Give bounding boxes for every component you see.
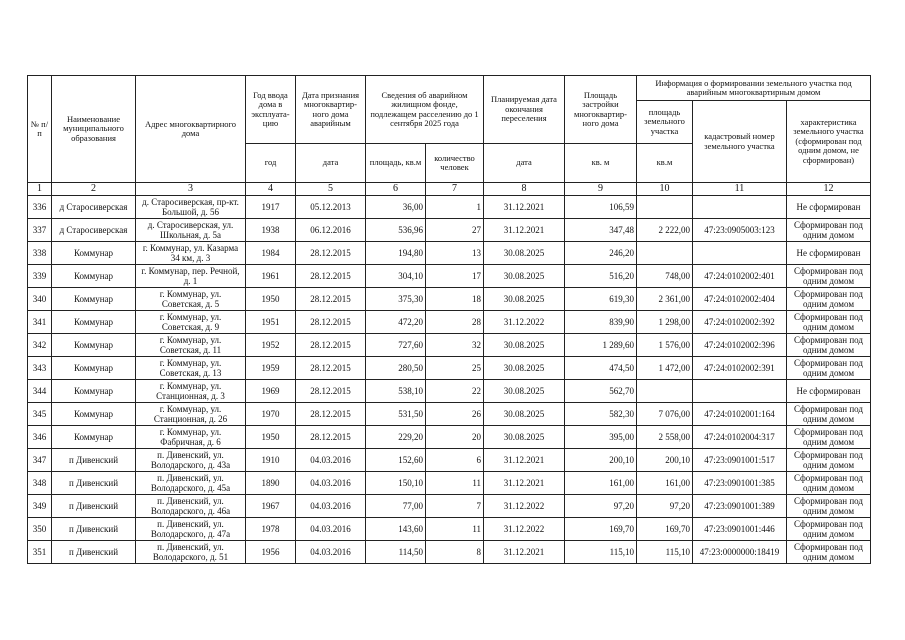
header-unit-date: дата (296, 144, 366, 183)
land-area-cell: 1 472,00 (637, 357, 693, 380)
table-row (28, 196, 871, 219)
address-cell: п. Дивенский, ул. Володарского, д. 43а (136, 449, 246, 472)
land-area-cell: 7 076,00 (637, 403, 693, 426)
land-status-cell: Сформирован под одним домом (787, 311, 871, 334)
municipality-cell: п Дивенский (52, 495, 136, 518)
building-area-cell: 516,20 (565, 265, 637, 288)
year-commissioned-cell: 1959 (246, 357, 296, 380)
column-number: 3 (136, 183, 246, 196)
table-row (28, 242, 871, 265)
table-row (28, 403, 871, 426)
year-commissioned-cell: 1950 (246, 288, 296, 311)
recognition-date-cell: 28.12.2015 (296, 357, 366, 380)
emergency-area-cell: 36,00 (366, 196, 426, 219)
year-commissioned-cell: 1910 (246, 449, 296, 472)
header-land-plot-info: Информация о формировании земельного участка под аварийным многоквартирным домом (637, 76, 871, 101)
residents-count-cell: 8 (426, 541, 484, 564)
municipality-cell: п Дивенский (52, 472, 136, 495)
building-area-cell: 169,70 (565, 518, 637, 541)
land-area-cell (637, 242, 693, 265)
column-number: 12 (787, 183, 871, 196)
planned-end-date-cell: 30.08.2025 (484, 357, 565, 380)
column-number: 10 (637, 183, 693, 196)
land-area-cell: 97,20 (637, 495, 693, 518)
land-area-cell: 161,00 (637, 472, 693, 495)
building-area-cell: 562,70 (565, 380, 637, 403)
table-row (28, 472, 871, 495)
table-body (28, 196, 871, 564)
land-area-cell: 1 576,00 (637, 334, 693, 357)
table-row (28, 288, 871, 311)
building-area-cell: 474,50 (565, 357, 637, 380)
emergency-area-cell: 304,10 (366, 265, 426, 288)
land-status-cell: Не сформирован (787, 242, 871, 265)
recognition-date-cell: 28.12.2015 (296, 288, 366, 311)
cadastral-number-cell (693, 380, 787, 403)
header-land-characteristic: характеристика земельного участка (сформирован под одним домом, не сформирован) (787, 101, 871, 183)
header-unit-building-kvm: кв. м (565, 144, 637, 183)
header-unit-land-kvm: кв.м (637, 144, 693, 183)
address-cell: д. Старосиверская, ул. Школьная, д. 5а (136, 219, 246, 242)
residents-count-cell: 17 (426, 265, 484, 288)
header-address: Адрес многоквартирного дома (136, 76, 246, 183)
municipality-cell: Коммунар (52, 265, 136, 288)
emergency-area-cell: 114,50 (366, 541, 426, 564)
land-status-cell: Сформирован под одним домом (787, 403, 871, 426)
residents-count-cell: 11 (426, 472, 484, 495)
address-cell: г. Коммунар, ул. Казарма 34 км, д. 3 (136, 242, 246, 265)
land-area-cell: 748,00 (637, 265, 693, 288)
municipality-cell: п Дивенский (52, 518, 136, 541)
recognition-date-cell: 04.03.2016 (296, 472, 366, 495)
address-cell: г. Коммунар, ул. Советская, д. 13 (136, 357, 246, 380)
table-row (28, 334, 871, 357)
planned-end-date-cell: 30.08.2025 (484, 403, 565, 426)
cadastral-number-cell: 47:24:0102002:392 (693, 311, 787, 334)
residents-count-cell: 22 (426, 380, 484, 403)
land-status-cell: Сформирован под одним домом (787, 334, 871, 357)
year-commissioned-cell: 1969 (246, 380, 296, 403)
address-cell: г. Коммунар, ул. Советская, д. 11 (136, 334, 246, 357)
header-unit-area: площадь, кв.м (366, 144, 426, 183)
land-status-cell: Сформирован под одним домом (787, 518, 871, 541)
column-number: 8 (484, 183, 565, 196)
cadastral-number-cell: 47:23:0905003:123 (693, 219, 787, 242)
cadastral-number-cell (693, 196, 787, 219)
municipality-cell: Коммунар (52, 242, 136, 265)
row-number-cell: 339 (28, 265, 52, 288)
municipality-cell: Коммунар (52, 288, 136, 311)
residents-count-cell: 26 (426, 403, 484, 426)
planned-end-date-cell: 30.08.2025 (484, 288, 565, 311)
year-commissioned-cell: 1950 (246, 426, 296, 449)
residents-count-cell: 13 (426, 242, 484, 265)
address-cell: п. Дивенский, ул. Володарского, д. 45а (136, 472, 246, 495)
building-area-cell: 115,10 (565, 541, 637, 564)
building-area-cell: 619,30 (565, 288, 637, 311)
residents-count-cell: 1 (426, 196, 484, 219)
land-status-cell: Сформирован под одним домом (787, 449, 871, 472)
planned-end-date-cell: 31.12.2021 (484, 219, 565, 242)
building-area-cell: 1 289,60 (565, 334, 637, 357)
address-cell: г. Коммунар, ул. Советская, д. 5 (136, 288, 246, 311)
column-number: 11 (693, 183, 787, 196)
emergency-area-cell: 152,60 (366, 449, 426, 472)
cadastral-number-cell: 47:24:0102002:401 (693, 265, 787, 288)
recognition-date-cell: 04.03.2016 (296, 495, 366, 518)
recognition-date-cell: 28.12.2015 (296, 311, 366, 334)
column-number: 2 (52, 183, 136, 196)
address-cell: п. Дивенский, ул. Володарского, д. 47а (136, 518, 246, 541)
header-recognition-date: Дата признания многоквартир-ного дома аварийным (296, 76, 366, 144)
residents-count-cell: 7 (426, 495, 484, 518)
cadastral-number-cell: 47:23:0901001:389 (693, 495, 787, 518)
planned-end-date-cell: 31.12.2021 (484, 541, 565, 564)
housing-table-sheet (27, 75, 871, 564)
municipality-cell: Коммунар (52, 380, 136, 403)
residents-count-cell: 11 (426, 518, 484, 541)
planned-end-date-cell: 30.08.2025 (484, 242, 565, 265)
recognition-date-cell: 04.03.2016 (296, 449, 366, 472)
land-status-cell: Сформирован под одним домом (787, 495, 871, 518)
land-status-cell: Сформирован под одним домом (787, 265, 871, 288)
land-area-cell: 2 361,00 (637, 288, 693, 311)
year-commissioned-cell: 1890 (246, 472, 296, 495)
planned-end-date-cell: 31.12.2021 (484, 472, 565, 495)
row-number-cell: 343 (28, 357, 52, 380)
year-commissioned-cell: 1984 (246, 242, 296, 265)
land-area-cell: 169,70 (637, 518, 693, 541)
recognition-date-cell: 28.12.2015 (296, 426, 366, 449)
cadastral-number-cell: 47:23:0901001:385 (693, 472, 787, 495)
land-area-cell (637, 196, 693, 219)
municipality-cell: п Дивенский (52, 449, 136, 472)
row-number-cell: 340 (28, 288, 52, 311)
land-area-cell (637, 380, 693, 403)
year-commissioned-cell: 1956 (246, 541, 296, 564)
table-row (28, 219, 871, 242)
emergency-area-cell: 194,80 (366, 242, 426, 265)
header-municipality: Наименование муниципального образования (52, 76, 136, 183)
land-area-cell: 2 222,00 (637, 219, 693, 242)
cadastral-number-cell: 47:23:0000000:18419 (693, 541, 787, 564)
planned-end-date-cell: 30.08.2025 (484, 426, 565, 449)
building-area-cell: 106,59 (565, 196, 637, 219)
municipality-cell: Коммунар (52, 357, 136, 380)
emergency-area-cell: 531,50 (366, 403, 426, 426)
year-commissioned-cell: 1952 (246, 334, 296, 357)
building-area-cell: 97,20 (565, 495, 637, 518)
column-number: 1 (28, 183, 52, 196)
planned-end-date-cell: 31.12.2022 (484, 311, 565, 334)
address-cell: г. Коммунар, ул. Станционная, д. 26 (136, 403, 246, 426)
year-commissioned-cell: 1970 (246, 403, 296, 426)
emergency-area-cell: 150,10 (366, 472, 426, 495)
column-number: 6 (366, 183, 426, 196)
row-number-cell: 348 (28, 472, 52, 495)
row-number-cell: 336 (28, 196, 52, 219)
address-cell: г. Коммунар, ул. Фабричная, д. 6 (136, 426, 246, 449)
residents-count-cell: 32 (426, 334, 484, 357)
row-number-cell: 338 (28, 242, 52, 265)
row-number-cell: 342 (28, 334, 52, 357)
column-number: 4 (246, 183, 296, 196)
building-area-cell: 161,00 (565, 472, 637, 495)
emergency-area-cell: 472,20 (366, 311, 426, 334)
address-cell: г. Коммунар, ул. Советская, д. 9 (136, 311, 246, 334)
year-commissioned-cell: 1951 (246, 311, 296, 334)
recognition-date-cell: 05.12.2013 (296, 196, 366, 219)
land-area-cell: 115,10 (637, 541, 693, 564)
land-status-cell: Сформирован под одним домом (787, 472, 871, 495)
emergency-area-cell: 229,20 (366, 426, 426, 449)
cadastral-number-cell: 47:24:0102004:317 (693, 426, 787, 449)
header-year-commissioned: Год ввода дома в эксплуата-цию (246, 76, 296, 144)
cadastral-number-cell: 47:24:0102001:164 (693, 403, 787, 426)
land-status-cell: Сформирован под одним домом (787, 357, 871, 380)
row-number-cell: 346 (28, 426, 52, 449)
land-area-cell: 1 298,00 (637, 311, 693, 334)
year-commissioned-cell: 1961 (246, 265, 296, 288)
table-row (28, 518, 871, 541)
recognition-date-cell: 28.12.2015 (296, 380, 366, 403)
residents-count-cell: 27 (426, 219, 484, 242)
recognition-date-cell: 28.12.2015 (296, 334, 366, 357)
column-number-row (28, 183, 871, 196)
cadastral-number-cell: 47:23:0901001:517 (693, 449, 787, 472)
recognition-date-cell: 28.12.2015 (296, 403, 366, 426)
residents-count-cell: 6 (426, 449, 484, 472)
planned-end-date-cell: 31.12.2021 (484, 449, 565, 472)
header-land-area: площадь земельного участка (637, 101, 693, 144)
emergency-area-cell: 143,60 (366, 518, 426, 541)
table-row (28, 357, 871, 380)
planned-end-date-cell: 31.12.2021 (484, 196, 565, 219)
row-number-cell: 341 (28, 311, 52, 334)
planned-end-date-cell: 30.08.2025 (484, 380, 565, 403)
row-number-cell: 349 (28, 495, 52, 518)
address-cell: г. Коммунар, пер. Речной, д. 1 (136, 265, 246, 288)
row-number-cell: 347 (28, 449, 52, 472)
table-row (28, 265, 871, 288)
emergency-housing-table (27, 75, 871, 564)
land-status-cell: Сформирован под одним домом (787, 541, 871, 564)
emergency-area-cell: 538,10 (366, 380, 426, 403)
header-num: № п/п (28, 76, 52, 183)
building-area-cell: 395,00 (565, 426, 637, 449)
address-cell: п. Дивенский, ул. Володарского, д. 46а (136, 495, 246, 518)
residents-count-cell: 28 (426, 311, 484, 334)
emergency-area-cell: 727,60 (366, 334, 426, 357)
address-cell: п. Дивенский, ул. Володарского, д. 51 (136, 541, 246, 564)
emergency-area-cell: 77,00 (366, 495, 426, 518)
cadastral-number-cell: 47:24:0102002:404 (693, 288, 787, 311)
municipality-cell: п Дивенский (52, 541, 136, 564)
residents-count-cell: 20 (426, 426, 484, 449)
header-cadastral: кадастровый номер земельного участка (693, 101, 787, 183)
table-row (28, 426, 871, 449)
row-number-cell: 337 (28, 219, 52, 242)
table-row (28, 449, 871, 472)
building-area-cell: 200,10 (565, 449, 637, 472)
row-number-cell: 350 (28, 518, 52, 541)
cadastral-number-cell: 47:24:0102002:391 (693, 357, 787, 380)
planned-end-date-cell: 30.08.2025 (484, 265, 565, 288)
municipality-cell: Коммунар (52, 403, 136, 426)
planned-end-date-cell: 30.08.2025 (484, 334, 565, 357)
address-cell: г. Коммунар, ул. Станционная, д. 3 (136, 380, 246, 403)
municipality-cell: д Старосиверская (52, 196, 136, 219)
recognition-date-cell: 06.12.2016 (296, 219, 366, 242)
address-cell: д. Старосиверская, пр-кт. Большой, д. 56 (136, 196, 246, 219)
header-planned-end: Планируемая дата окончания переселения (484, 76, 565, 144)
municipality-cell: Коммунар (52, 311, 136, 334)
year-commissioned-cell: 1978 (246, 518, 296, 541)
cadastral-number-cell: 47:24:0102002:396 (693, 334, 787, 357)
header-unit-year: год (246, 144, 296, 183)
column-number: 5 (296, 183, 366, 196)
cadastral-number-cell (693, 242, 787, 265)
table-row (28, 495, 871, 518)
land-status-cell: Сформирован под одним домом (787, 219, 871, 242)
column-number: 7 (426, 183, 484, 196)
municipality-cell: Коммунар (52, 334, 136, 357)
land-status-cell: Сформирован под одним домом (787, 426, 871, 449)
land-status-cell: Не сформирован (787, 196, 871, 219)
header-unit-plan-date: дата (484, 144, 565, 183)
header-emergency-fund: Сведения об аварийном жилищном фонде, подлежащем расселению до 1 сентября 2025 года (366, 76, 484, 144)
emergency-area-cell: 536,96 (366, 219, 426, 242)
municipality-cell: д Старосиверская (52, 219, 136, 242)
cadastral-number-cell: 47:23:0901001:446 (693, 518, 787, 541)
row-number-cell: 351 (28, 541, 52, 564)
recognition-date-cell: 28.12.2015 (296, 265, 366, 288)
residents-count-cell: 18 (426, 288, 484, 311)
emergency-area-cell: 375,30 (366, 288, 426, 311)
planned-end-date-cell: 31.12.2022 (484, 495, 565, 518)
emergency-area-cell: 280,50 (366, 357, 426, 380)
recognition-date-cell: 04.03.2016 (296, 541, 366, 564)
recognition-date-cell: 28.12.2015 (296, 242, 366, 265)
row-number-cell: 345 (28, 403, 52, 426)
planned-end-date-cell: 31.12.2022 (484, 518, 565, 541)
year-commissioned-cell: 1938 (246, 219, 296, 242)
row-number-cell: 344 (28, 380, 52, 403)
land-area-cell: 200,10 (637, 449, 693, 472)
table-row (28, 380, 871, 403)
recognition-date-cell: 04.03.2016 (296, 518, 366, 541)
header-building-area: Площадь застройки многоквартир-ного дома (565, 76, 637, 144)
residents-count-cell: 25 (426, 357, 484, 380)
table-row (28, 541, 871, 564)
land-area-cell: 2 558,00 (637, 426, 693, 449)
building-area-cell: 582,30 (565, 403, 637, 426)
year-commissioned-cell: 1967 (246, 495, 296, 518)
building-area-cell: 839,90 (565, 311, 637, 334)
year-commissioned-cell: 1917 (246, 196, 296, 219)
land-status-cell: Сформирован под одним домом (787, 288, 871, 311)
municipality-cell: Коммунар (52, 426, 136, 449)
building-area-cell: 246,20 (565, 242, 637, 265)
building-area-cell: 347,48 (565, 219, 637, 242)
table-row (28, 311, 871, 334)
land-status-cell: Не сформирован (787, 380, 871, 403)
header-row-1 (28, 76, 871, 101)
header-unit-people: количество человек (426, 144, 484, 183)
column-number: 9 (565, 183, 637, 196)
